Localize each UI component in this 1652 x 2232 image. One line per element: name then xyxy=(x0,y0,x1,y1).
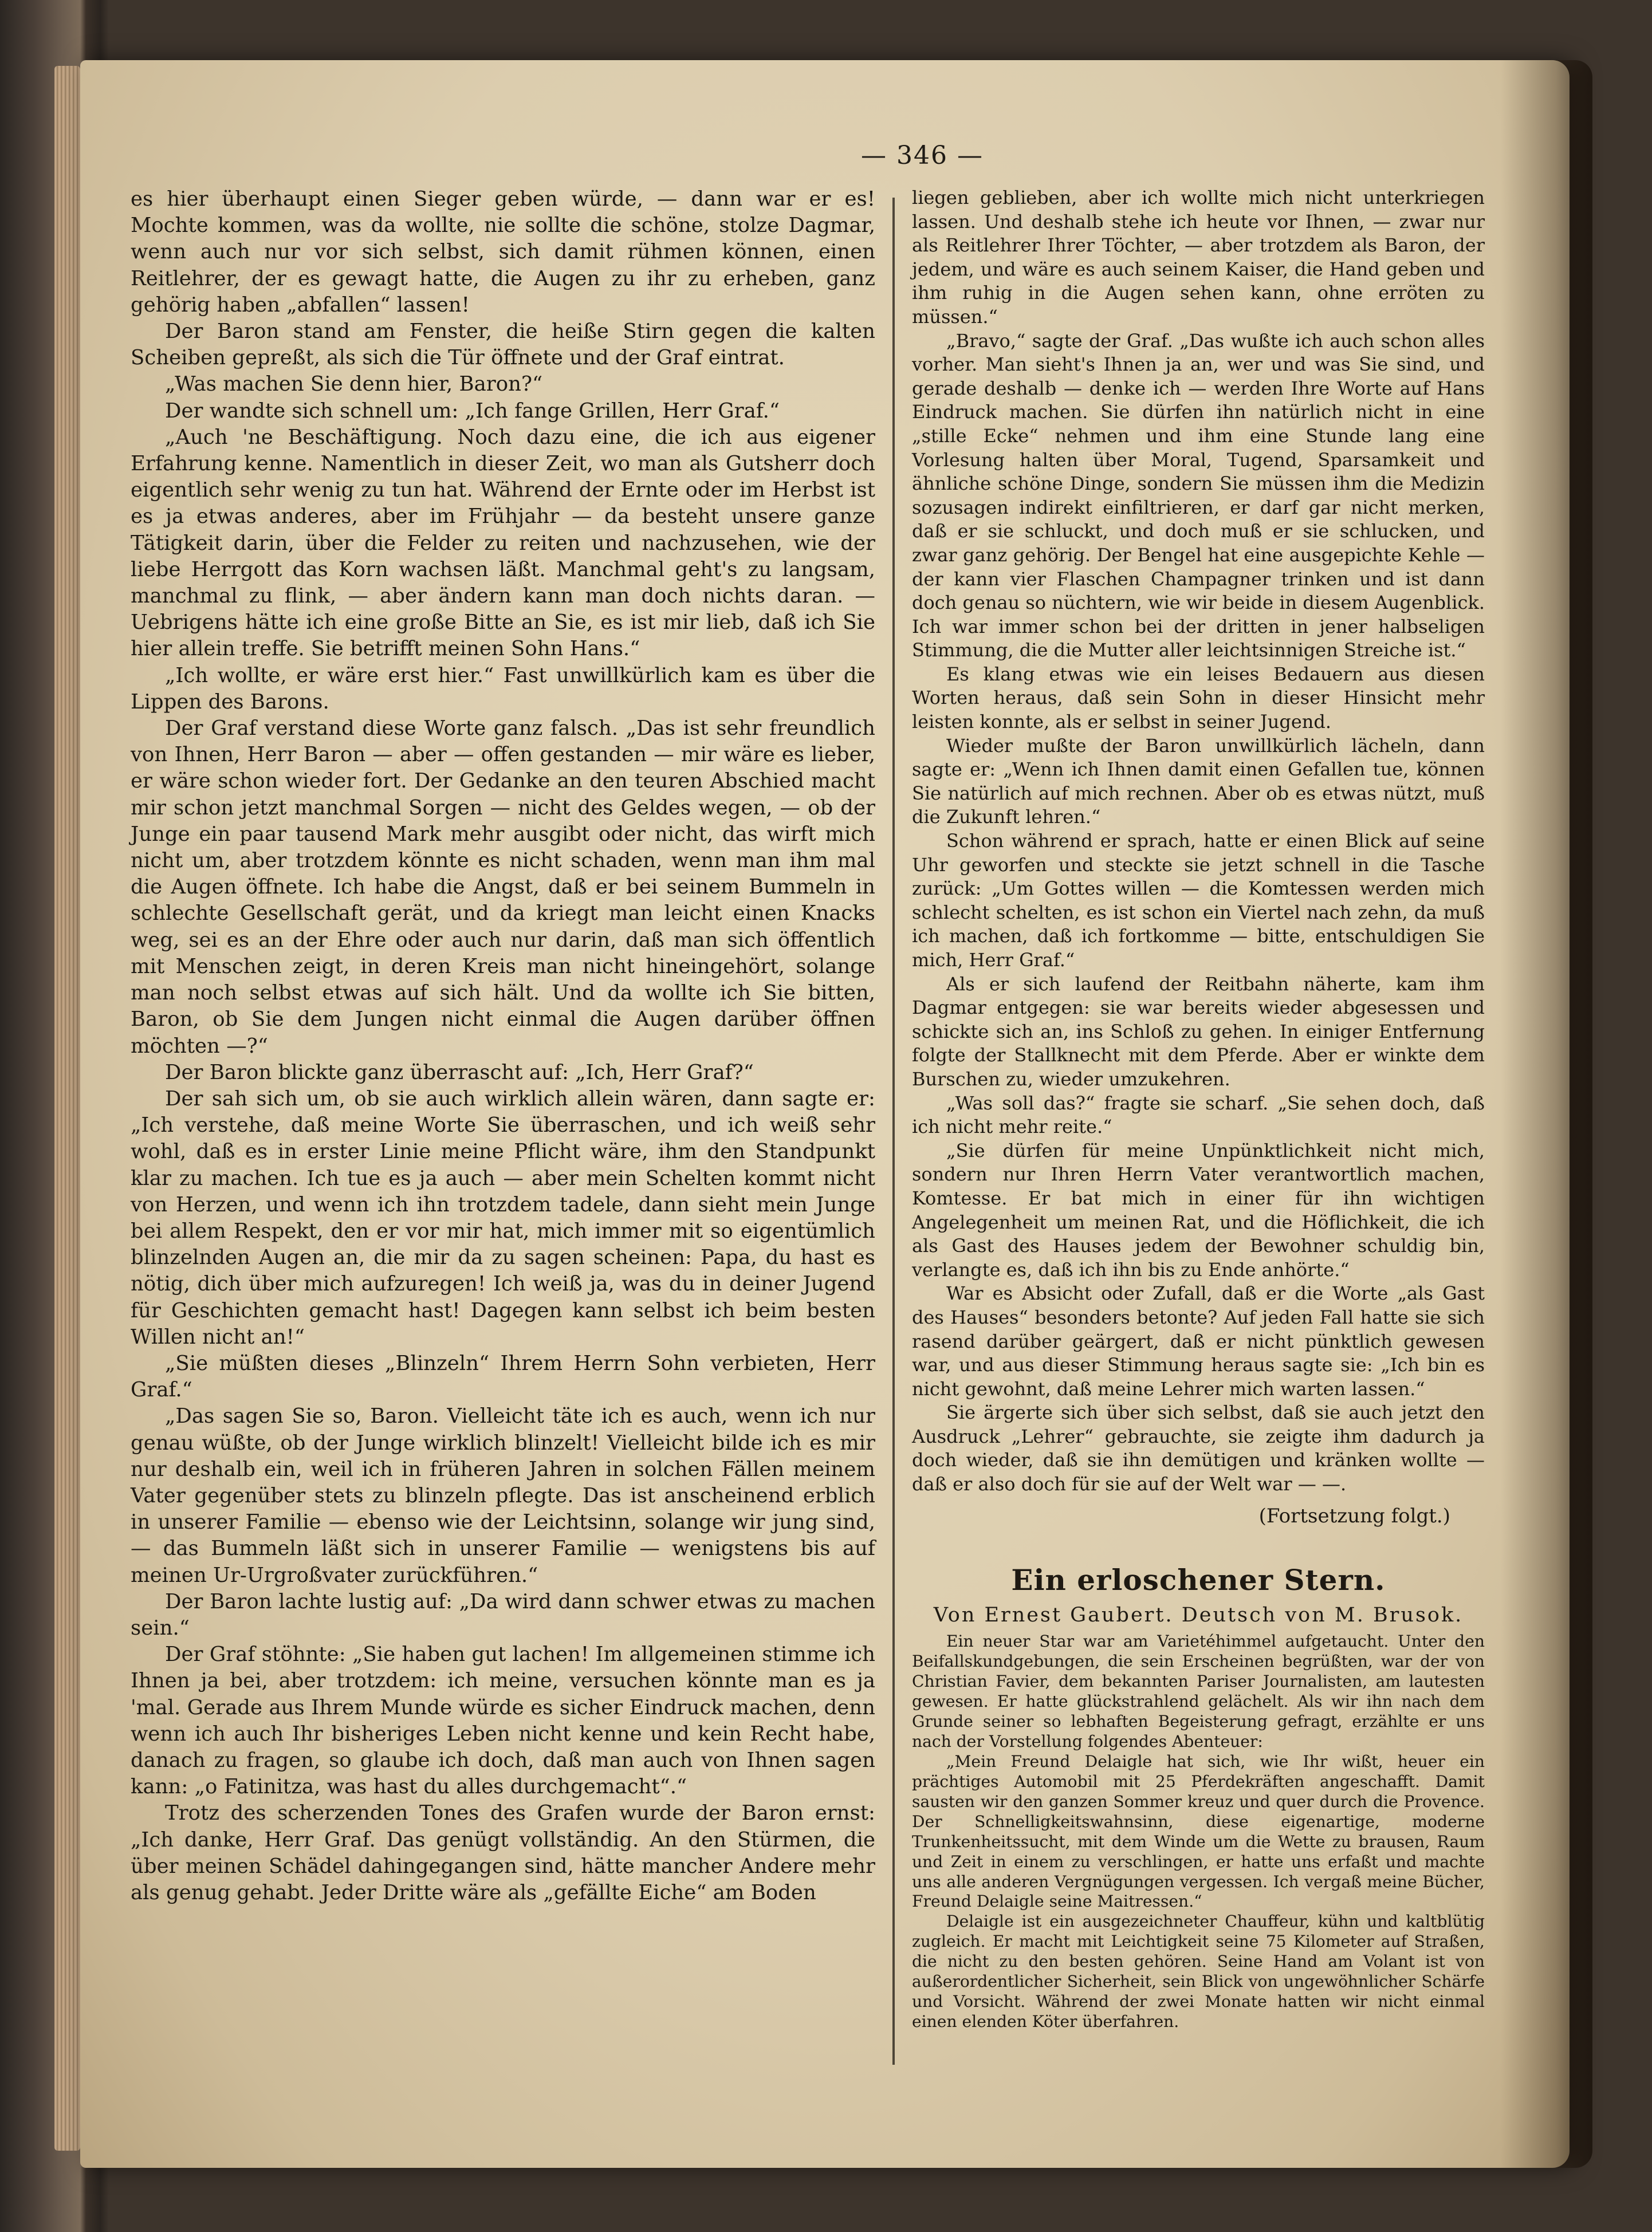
paragraph: „Bravo,“ sagte der Graf. „Das wußte ich auch schon alles vorher. Man sieht's Ihnen ja an, wer und was Sie sind, und gerade deshalb — denke ich — werden Ihre Worte auf Hans Eindruck machen. Sie dürfen ihn natürlich nicht in eine „stille Ecke“ nehmen und ihm eine Stunde lang eine Vorlesung halten über Moral, Tugend, Sparsamkeit und ähnliche schöne Dinge, sondern Sie müssen ihm die Medizin sozusagen indirekt einfiltrieren, er darf gar nicht merken, daß er sie schluckt, und doch muß er sie schlucken, und zwar ganz gehörig. Der Bengel hat eine ausgepichte Kehle — der kann vier Flaschen Champagner trinken und ist dann doch genau so nüchtern, wie wir beide in diesem Augenblick. Ich war immer schon bei der dritten in jener halbseligen Stimmung, die die Mutter aller leichtsinnigen Streiche ist.“ xyxy=(912,329,1485,662)
story-body xyxy=(912,1632,1485,2032)
paragraph: „Was machen Sie denn hier, Baron?“ xyxy=(165,372,543,396)
story-byline xyxy=(912,1604,1485,1628)
paragraph: „Auch 'ne Beschäftigung. Noch dazu eine, die ich aus eigener Erfahrung kenne. Namentlich in dieser Zeit, wo man als Gutsherr doch eigentlich sehr wenig zu tun hat. Während der Ernte oder im Herbst ist es ja etwas anderes, aber im Frühjahr — da besteht unsere ganze Tätigkeit darin, über die Felder zu reiten und nachzusehen, wie der liebe Herrgott das Korn wachsen läßt. Manchmal geht's zu langsam, manchmal zu flink, — aber ändern kann man doch nichts daran. — Uebrigens hätte ich eine große Bitte an Sie, es ist mir lieb, daß ich Sie hier allein treffe. Sie betrifft meinen Sohn Hans.“ xyxy=(131,425,875,661)
book-page-edges xyxy=(54,66,80,2151)
story-title: Ein erloschener Stern. xyxy=(1011,1563,1386,1597)
paragraph: „Ich wollte, er wäre erst hier.“ Fast unwillkürlich kam es über die Lippen des Barons. xyxy=(131,663,875,714)
paragraph: „Was soll das?“ fragte sie scharf. „Sie sehen doch, daß ich nicht mehr reite.“ xyxy=(912,1092,1485,1138)
paragraph: Der Baron lachte lustig auf: „Da wird dann schwer etwas zu machen sein.“ xyxy=(131,1589,875,1640)
paragraph: Ein neuer Star war am Varietéhimmel aufgetaucht. Unter den Beifallskundgebungen, die sein Erscheinen begrüßten, war der von Christian Favier, dem bekannten Pariser Journalisten, am lautesten gewesen. Er hatte glückstrahlend gelächelt. Als wir ihn nach dem Grunde seiner so lebhaften Begeisterung gefragt, erzählte er uns nach der Vorstellung folgendes Abenteuer: xyxy=(912,1632,1485,1751)
paragraph: Trotz des scherzenden Tones des Grafen wurde der Baron ernst: „Ich danke, Herr Graf. Das genügt vollständig. An den Stürmen, die über meinen Schädel dahingegangen sind, hätte mancher Andere mehr als genug gehabt. Jeder Dritte wäre als „gefällte Eiche“ am Boden xyxy=(131,1801,875,1904)
paragraph: Wieder mußte der Baron unwillkürlich lächeln, dann sagte er: „Wenn ich Ihnen damit einen Gefallen tue, können Sie natürlich auf mich rechnen. Aber ob es etwas nützt, muß die Zukunft lehren.“ xyxy=(912,734,1485,828)
page-number: — 346 — xyxy=(861,141,984,170)
serial-continuation xyxy=(912,186,1485,1497)
paragraph: Schon während er sprach, hatte er einen Blick auf seine Uhr geworfen und steckte sie jetzt schnell in die Tasche zurück: „Um Gottes willen — die Komtessen werden mich schlecht schelten, es ist schon ein Viertel nach zehn, da muß ich machen, daß ich fortkomme — bitte, entschuldigen Sie mich, Herr Graf.“ xyxy=(912,830,1485,971)
paragraph: liegen geblieben, aber ich wollte mich nicht unterkriegen lassen. Und deshalb stehe ich heute vor Ihnen, — zwar nur als Reitlehrer Ihrer Töchter, — aber trotzdem als Baron, der jedem, und wäre es auch seinem Kaiser, die Hand geben und ihm ruhig in die Augen sehen kann, ohne erröten zu müssen.“ xyxy=(912,187,1485,328)
to-be-continued-note: (Fortsetzung folgt.) xyxy=(1258,1504,1450,1528)
paragraph: Als er sich laufend der Reitbahn näherte, kam ihm Dagmar entgegen: sie war bereits wieder abgesessen und schickte sich an, ins Schloß zu gehen. In einiger Entfernung folgte der Stallknecht mit dem Pferde. Aber er winkte dem Burschen zu, wieder umzukehren. xyxy=(912,973,1485,1090)
paragraph: es hier überhaupt einen Sieger geben würde, — dann war er es! Mochte kommen, was da wollte, nie sollte die schöne, stolze Dagmar, wenn auch nur vor sich selbst, sich damit rühmen können, einen Reitlehrer, der es gewagt hatte, die Augen zu ihr zu erheben, ganz gehörig haben „abfallen“ lassen! xyxy=(131,187,875,317)
paragraph: War es Absicht oder Zufall, daß er die Worte „als Gast des Hauses“ besonders betonte? Auf jeden Fall hatte sie sich rasend darüber geärgert, daß er nicht pünktlich gewesen war, und aus dieser Stimmung heraus sagte sie: „Ich bin es nicht gewohnt, daß meine Lehrer mich warten lassen.“ xyxy=(912,1282,1485,1400)
paragraph: Der Graf stöhnte: „Sie haben gut lachen! Im allgemeinen stimme ich Ihnen ja bei, aber trotzdem: ich meine, versuchen könnte man es ja 'mal. Gerade aus Ihrem Munde würde es sicher Eindruck machen, denn wenn ich auch Ihr bisheriges Leben nicht kenne und kein Recht habe, danach zu fragen, so glaube ich doch, daß man auch von Ihnen sagen kann: „o Fatinitza, was hast du alles durchgemacht“.“ xyxy=(131,1643,875,1799)
paragraph: Sie ärgerte sich über sich selbst, daß sie auch jetzt den Ausdruck „Lehrer“ gebrauchte, sie zeigte ihm dadurch ja doch wieder, daß sie ihn demütigen und kränken wollte — daß er also doch für sie auf der Welt war — —. xyxy=(912,1402,1485,1495)
column-divider xyxy=(892,198,895,2065)
paragraph: Der Baron blickte ganz überrascht auf: „Ich, Herr Graf?“ xyxy=(165,1060,754,1084)
paragraph: Es klang etwas wie ein leises Bedauern aus diesen Worten heraus, daß sein Sohn in dieser Hinsicht mehr leisten konnte, als er selbst in seiner Jugend. xyxy=(912,663,1485,733)
paragraph: Der Baron stand am Fenster, die heiße Stirn gegen die kalten Scheiben gepreßt, als sich die Tür öffnete und der Graf eintrat. xyxy=(131,320,875,370)
paragraph: Der sah sich um, ob sie auch wirklich allein wären, dann sagte er: „Ich verstehe, daß meine Worte Sie überraschen, und ich weiß sehr wohl, daß es in erster Linie meine Pflicht wäre, ihm den Standpunkt klar zu machen. Ich tue es ja auch — aber mein Schelten kommt nicht von Herzen, und wenn ich ihn trotzdem tadele, dann sieht mein Junge bei allem Respekt, den er vor mir hat, mich immer mit so eigentümlich blinzelnden Augen an, die mir da zu sagen scheinen: Papa, du hast es nötig, dich über mich aufzuregen! Ich weiß ja, was du in deiner Jugend für Geschichten gemacht hast! Dagegen kann selbst ich beim besten Willen nicht an!“ xyxy=(131,1087,875,1349)
binding-shadow xyxy=(1501,60,1592,2168)
paragraph: Der Graf verstand diese Worte ganz falsch. „Das ist sehr freundlich von Ihnen, Herr Baron — aber — offen gestanden — mir wäre es lieber, er wäre schon wieder fort. Der Gedanke an den teuren Abschied macht mir schon jetzt manchmal Sorgen — nicht des Geldes wegen, — ob der Junge ein paar tausend Mark mehr ausgibt oder nicht, das wirft mich nicht um, aber trotzdem könnte es nicht schaden, wenn man ihm mal die Augen öffnete. Ich habe die Angst, daß er bei seinem Bummeln in schlechte Gesellschaft gerät, und da kriegt man leicht einen Knacks weg, sei es an der Ehre oder auch nur darin, daß man sich öffentlich mit Menschen zeigt, in deren Kreis man nicht hineingehört, solange man noch selbst etwas auf sich hält. Und da wollte ich Sie bitten, Baron, ob Sie dem Jungen nicht einmal die Augen darüber öffnen möchten —?“ xyxy=(131,717,875,1058)
right-column xyxy=(912,186,1485,2032)
left-column xyxy=(131,186,875,1906)
paragraph: „Mein Freund Delaigle hat sich, wie Ihr wißt, heuer ein prächtiges Automobil mit 25 Pferdekräften angeschafft. Damit sausten wir den ganzen Sommer kreuz und quer durch die Provence. Der Schnelligkeitswahnsinn, diese eigenartige, moderne Trunkenheitssucht, mit dem Winde um die Wette zu brausen, Raum und Zeit in einem zu verschlingen, er hatte uns erfaßt und machte uns alle anderen Vergnügungen vergessen. Ich vergaß meine Bücher, Freund Delaigle seine Maitressen.“ xyxy=(912,1751,1485,1911)
byline-author: Von Ernest Gaubert. xyxy=(933,1603,1174,1627)
paragraph: „Sie müßten dieses „Blinzeln“ Ihrem Herrn Sohn verbieten, Herr Graf.“ xyxy=(131,1351,875,1402)
paragraph: Der wandte sich schnell um: „Ich fange Grillen, Herr Graf.“ xyxy=(165,399,780,423)
paragraph: „Das sagen Sie so, Baron. Vielleicht täte ich es auch, wenn ich nur genau wüßte, ob der Junge wirklich blinzelt! Vielleicht bilde ich es mir nur deshalb ein, weil ich in früheren Jahren in solchen Fällen meinem Vater gegenüber stets zu blinzeln pflegte. Das ist anscheinend erblich in unserer Familie — ebenso wie der Leichtsinn, solange wir jung sind, — das Bummeln läßt sich in unserer Familie — wenigstens bis auf meinen Ur-Urgroßvater zurückführen.“ xyxy=(131,1404,875,1587)
paragraph: Delaigle ist ein ausgezeichneter Chauffeur, kühn und kaltblütig zugleich. Er macht mit Leichtigkeit seine 75 Kilometer auf Straßen, die nicht zu den besten gehören. Seine Hand am Volant ist von außerordentlicher Sicherheit, sein Blick von ungewöhnlicher Schärfe und Vorsicht. Während der zwei Monate hatten wir nicht einmal einen elenden Köter überfahren. xyxy=(912,1912,1485,2031)
paragraph: „Sie dürfen für meine Unpünktlichkeit nicht mich, sondern nur Ihren Herrn Vater verantwortlich machen, Komtesse. Er bat mich in einer für ihn wichtigen Angelegenheit um meinen Rat, und die Höflichkeit, die ich als Gast des Hauses jedem der Bewohner schuldig bin, verlangte es, daß ich ihn bis zu Ende anhörte.“ xyxy=(912,1139,1485,1281)
byline-translator: Deutsch von M. Brusok. xyxy=(1181,1603,1464,1627)
